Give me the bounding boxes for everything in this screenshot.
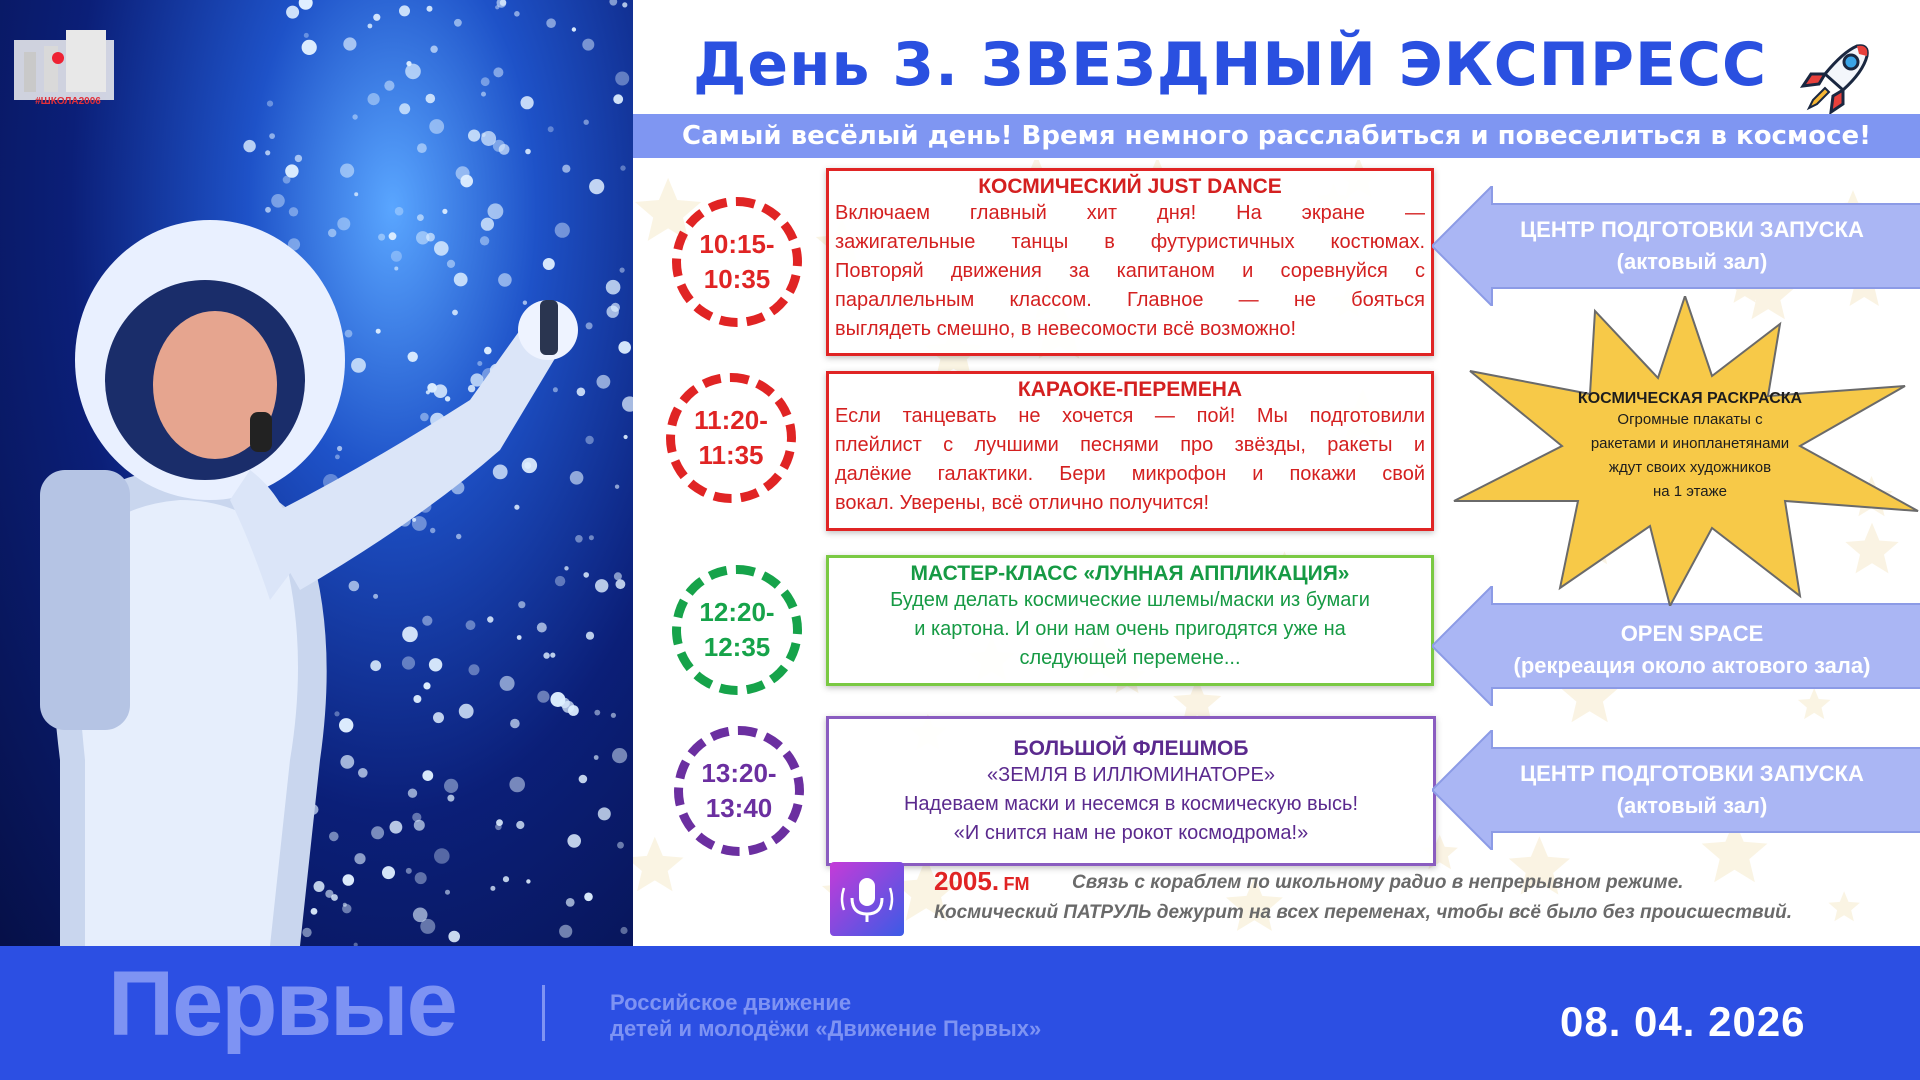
bokeh-dot xyxy=(618,341,631,354)
bokeh-dot xyxy=(454,273,468,287)
bokeh-dot xyxy=(589,179,604,194)
tagline-bar: Самый весёлый день! Время немного расслабиться и повеселиться в космосе! xyxy=(633,114,1920,158)
bokeh-dot xyxy=(620,927,627,934)
bokeh-dot xyxy=(368,93,380,105)
bokeh-dot xyxy=(399,103,410,114)
bokeh-dot xyxy=(447,260,455,268)
location-label-1 xyxy=(1472,214,1912,278)
coloring-text xyxy=(1555,390,1825,504)
bokeh-dot xyxy=(484,347,492,355)
bokeh-dot xyxy=(550,692,565,707)
bokeh-dot xyxy=(286,6,299,19)
bokeh-dot xyxy=(595,579,608,592)
bokeh-dot xyxy=(537,623,547,633)
event-card-flashmob xyxy=(826,716,1436,866)
podcast-mic-icon xyxy=(830,862,904,936)
coloring-line: ракетами и инопланетянами xyxy=(1590,435,1790,452)
bokeh-dot xyxy=(584,120,589,125)
bokeh-dot xyxy=(514,11,520,17)
bokeh-dot xyxy=(340,755,354,769)
page-title: День 3. ЗВЕЗДНЫЙ ЭКСПРЕСС xyxy=(692,30,1768,100)
bokeh-dot xyxy=(335,455,340,460)
bokeh-dot xyxy=(442,209,447,214)
bokeh-dot xyxy=(466,620,476,630)
bokeh-dot xyxy=(522,458,537,473)
bokeh-dot xyxy=(373,594,378,599)
time-start: 10:15- xyxy=(699,228,775,259)
organization-name xyxy=(610,990,1041,1043)
radio-station xyxy=(934,866,1030,897)
event-text-line: выглядеть смешно, в невесомости всё возможно! xyxy=(835,318,1297,340)
bokeh-dot xyxy=(406,868,412,874)
bokeh-dot xyxy=(589,535,594,540)
radio-frequency: 2005. xyxy=(934,866,1000,896)
bokeh-dot xyxy=(572,27,576,31)
bokeh-dot xyxy=(579,775,588,784)
time-badge-4 xyxy=(674,726,804,856)
bokeh-dot xyxy=(267,101,273,107)
background-star xyxy=(633,837,684,891)
bokeh-dot xyxy=(611,713,616,718)
bokeh-dot xyxy=(575,535,583,543)
bokeh-dot xyxy=(354,192,358,196)
bokeh-dot xyxy=(606,280,621,295)
bokeh-dot xyxy=(337,217,350,230)
bokeh-dot xyxy=(378,234,385,241)
bokeh-dot xyxy=(339,718,353,732)
bokeh-dot xyxy=(615,72,629,86)
time-end: 11:35 xyxy=(698,440,764,470)
school-logo xyxy=(14,30,114,100)
bokeh-dot xyxy=(342,904,351,913)
event-text-line: и картона. И они нам очень пригодятся уже на xyxy=(914,618,1346,640)
bokeh-dot xyxy=(468,385,475,392)
bokeh-dot xyxy=(460,175,473,188)
bokeh-dot xyxy=(616,579,626,589)
bokeh-dot xyxy=(395,207,404,216)
event-card-just-dance xyxy=(826,168,1434,356)
bokeh-dot xyxy=(613,94,623,104)
time-badge-1 xyxy=(672,197,802,327)
bokeh-dot xyxy=(384,81,394,91)
event-title: БОЛЬШОЙ ФЛЕШМОБ xyxy=(1013,737,1249,760)
bokeh-dot xyxy=(493,67,503,77)
bokeh-dot xyxy=(289,207,298,216)
bokeh-dot xyxy=(271,194,285,208)
bokeh-dot xyxy=(311,908,318,915)
bokeh-dot xyxy=(399,5,410,16)
bokeh-dot xyxy=(620,165,625,170)
bokeh-dot xyxy=(577,388,586,397)
location-name: ЦЕНТР ПОДГОТОВКИ ЗАПУСКА xyxy=(1520,217,1864,242)
coloring-line: на 1 этаже xyxy=(1652,483,1728,500)
bokeh-dot xyxy=(624,435,628,439)
bokeh-dot xyxy=(406,61,411,66)
bokeh-dot xyxy=(345,330,353,338)
bokeh-dot xyxy=(325,890,333,898)
bokeh-dot xyxy=(509,777,525,793)
event-text-line: «ЗЕМЛЯ В ИЛЛЮМИНАТОРЕ» xyxy=(987,764,1275,786)
bokeh-dot xyxy=(526,879,530,883)
bokeh-dot xyxy=(415,872,427,884)
bokeh-dot xyxy=(370,660,381,671)
time-end: 12:35 xyxy=(703,632,771,662)
bokeh-dot xyxy=(516,821,524,829)
radio-fm: FM xyxy=(1003,874,1030,894)
org-line: детей и молодёжи «Движение Первых» xyxy=(610,1016,1042,1042)
bokeh-dot xyxy=(521,96,534,109)
event-text-line: «И снится нам не рокот космодрома!» xyxy=(953,822,1309,844)
bokeh-dot xyxy=(285,164,298,177)
bokeh-dot xyxy=(490,886,495,891)
bokeh-dot xyxy=(514,505,519,510)
bokeh-dot xyxy=(481,77,490,86)
bokeh-dot xyxy=(417,214,424,221)
bokeh-dot xyxy=(417,143,427,153)
bokeh-dot xyxy=(389,232,397,240)
bokeh-dot xyxy=(597,375,611,389)
bokeh-dot xyxy=(510,719,520,729)
event-text-line: параллельным классом. Главное — не бояться xyxy=(835,289,1425,311)
bokeh-dot xyxy=(265,207,271,213)
coloring-line: ждут своих художников xyxy=(1608,459,1772,476)
bokeh-dot xyxy=(376,329,381,334)
bokeh-dot xyxy=(548,126,554,132)
bokeh-dot xyxy=(314,881,325,892)
bokeh-dot xyxy=(433,712,444,723)
radio-line-2: Космический ПАТРУЛЬ дежурит на всех переменах, чтобы всё было без происшествий. xyxy=(934,902,1793,923)
bokeh-dot xyxy=(481,218,494,231)
bokeh-dot xyxy=(426,94,436,104)
event-text-line: плейлист с лучшими песнями про звёзды, ракеты и xyxy=(835,434,1425,456)
bokeh-dot xyxy=(495,824,502,831)
location-room: (рекреация около актового зала) xyxy=(1513,652,1871,678)
bokeh-dot xyxy=(622,396,633,411)
bokeh-dot xyxy=(525,149,531,155)
bokeh-dot xyxy=(444,779,458,793)
bokeh-dot xyxy=(295,155,302,162)
bokeh-dot xyxy=(269,133,275,139)
bokeh-dot xyxy=(562,165,570,173)
bokeh-dot xyxy=(243,140,255,152)
bokeh-dot xyxy=(622,2,627,7)
time-start: 12:20- xyxy=(699,596,775,627)
bokeh-dot xyxy=(412,813,421,822)
bokeh-dot xyxy=(402,627,418,643)
bokeh-dot xyxy=(412,518,416,522)
bokeh-dot xyxy=(343,874,355,886)
bokeh-dot xyxy=(302,40,317,55)
bokeh-dot xyxy=(609,0,617,6)
bokeh-dot xyxy=(612,748,627,763)
bokeh-dot xyxy=(394,267,398,271)
footer-divider xyxy=(542,985,545,1041)
bokeh-dot xyxy=(299,0,313,10)
bokeh-dot xyxy=(434,848,450,864)
bokeh-dot xyxy=(481,133,485,137)
bokeh-dot xyxy=(452,310,458,316)
bokeh-dot xyxy=(337,446,342,451)
event-text-line: Включаем главный хит дня! На экране — xyxy=(835,202,1425,224)
bokeh-dot xyxy=(553,387,558,392)
bokeh-dot xyxy=(420,413,429,422)
bokeh-dot xyxy=(391,251,402,262)
bokeh-dot xyxy=(445,890,450,895)
event-text-line: вокал. Уверены, всё отлично получится! xyxy=(835,492,1210,514)
location-room: (актовый зал) xyxy=(1616,248,1768,274)
bokeh-dot xyxy=(302,928,311,937)
bokeh-dot xyxy=(570,471,584,485)
bokeh-dot xyxy=(405,64,421,80)
bokeh-dot xyxy=(498,273,512,287)
bokeh-dot xyxy=(422,616,432,626)
bokeh-dot xyxy=(583,572,589,578)
bokeh-dot xyxy=(423,682,430,689)
event-date: 08. 04. 2026 xyxy=(1560,998,1806,1045)
bokeh-dot xyxy=(546,18,556,28)
bokeh-dot xyxy=(487,616,493,622)
event-text-line: Повторяй движения за капитаном и соревнуйся с xyxy=(835,260,1425,282)
event-text-line: далёкие галактики. Бери микрофон и покажи свой xyxy=(835,463,1425,485)
rocket-icon xyxy=(1795,38,1875,118)
bokeh-dot xyxy=(422,770,433,781)
bokeh-dot xyxy=(500,676,515,691)
astronaut-photo xyxy=(0,0,633,946)
bokeh-dot xyxy=(477,361,482,366)
event-text-line: зажигательные танцы в футуристичных костюмах. xyxy=(835,231,1425,253)
event-title: КОСМИЧЕСКИЙ JUST DANCE xyxy=(978,175,1282,198)
bokeh-dot xyxy=(416,231,429,244)
bokeh-dot xyxy=(582,39,594,51)
bokeh-dot xyxy=(429,658,442,671)
bokeh-dot xyxy=(408,789,417,798)
logo-text: #ШКОЛА2006 xyxy=(35,96,101,107)
bokeh-dot xyxy=(420,919,435,934)
time-end: 10:35 xyxy=(703,264,771,294)
org-line: Российское движение xyxy=(610,990,852,1015)
bokeh-dot xyxy=(402,656,415,669)
time-start: 11:20- xyxy=(694,404,768,435)
bokeh-dot xyxy=(304,33,309,38)
bokeh-dot xyxy=(329,832,339,842)
bokeh-dot xyxy=(456,534,461,539)
bokeh-dot xyxy=(586,322,593,329)
bokeh-dot xyxy=(408,352,418,362)
bokeh-dot xyxy=(343,37,356,50)
location-label-3 xyxy=(1472,758,1912,822)
location-label-2 xyxy=(1472,618,1912,682)
bokeh-dot xyxy=(413,695,421,703)
bokeh-dot xyxy=(614,572,622,580)
bokeh-dot xyxy=(445,396,450,401)
location-name: ЦЕНТР ПОДГОТОВКИ ЗАПУСКА xyxy=(1520,761,1864,786)
bokeh-dot xyxy=(564,566,568,570)
location-room: (актовый зал) xyxy=(1616,792,1768,818)
bokeh-dot xyxy=(469,664,480,675)
bokeh-dot xyxy=(349,581,360,592)
bokeh-dot xyxy=(523,301,527,305)
bokeh-dot xyxy=(503,876,509,882)
bokeh-dot xyxy=(585,436,593,444)
bokeh-dot xyxy=(481,92,486,97)
event-card-karaoke xyxy=(826,371,1434,531)
bokeh-dot xyxy=(265,150,270,155)
background-star xyxy=(1828,891,1860,921)
bokeh-dot xyxy=(390,821,403,834)
time-badge-3 xyxy=(672,565,802,695)
event-title: КАРАОКЕ-ПЕРЕМЕНА xyxy=(1017,378,1243,401)
bokeh-dot xyxy=(371,826,384,839)
bokeh-dot xyxy=(559,925,572,938)
bokeh-dot xyxy=(584,893,593,902)
astronaut-figure xyxy=(40,220,578,946)
location-name: OPEN SPACE xyxy=(1620,621,1764,646)
bokeh-dot xyxy=(555,223,570,238)
event-title: МАСТЕР-КЛАСС «ЛУННАЯ АППЛИКАЦИЯ» xyxy=(910,562,1350,585)
bokeh-dot xyxy=(340,164,354,178)
bokeh-dot xyxy=(543,258,555,270)
bokeh-dot xyxy=(430,46,437,53)
event-text-line: Будем делать космические шлемы/маски из бумаги xyxy=(890,589,1370,611)
bokeh-dot xyxy=(427,6,433,12)
bokeh-dot xyxy=(480,236,489,245)
bokeh-dot xyxy=(615,485,619,489)
bokeh-dot xyxy=(517,635,522,640)
bokeh-dot xyxy=(434,241,449,256)
bokeh-dot xyxy=(555,576,565,586)
time-start: 13:20- xyxy=(701,757,777,788)
bokeh-dot xyxy=(454,19,462,27)
bokeh-dot xyxy=(351,358,366,373)
event-card-lunar-applique xyxy=(826,555,1434,686)
bokeh-dot xyxy=(447,795,454,802)
time-badge-2 xyxy=(666,373,796,503)
radio-line-1: Связь с кораблем по школьному радио в непрерывном режиме. xyxy=(1072,872,1684,893)
event-text-line: следующей перемене... xyxy=(1019,647,1241,669)
bokeh-dot xyxy=(373,14,380,21)
time-end: 13:40 xyxy=(705,793,773,823)
bokeh-dot xyxy=(493,465,508,480)
bokeh-dot xyxy=(620,268,625,273)
bokeh-dot xyxy=(382,866,395,879)
bokeh-dot xyxy=(352,114,357,119)
coloring-line: Огромные плакаты с xyxy=(1617,411,1763,428)
bokeh-dot xyxy=(430,528,435,533)
bokeh-dot xyxy=(334,711,339,716)
bokeh-dot xyxy=(537,691,549,703)
bokeh-dot xyxy=(617,842,624,849)
bokeh-dot xyxy=(518,601,525,608)
bokeh-dot xyxy=(550,653,555,658)
bokeh-dot xyxy=(488,203,504,219)
bokeh-dot xyxy=(468,130,480,142)
bokeh-dot xyxy=(368,24,373,29)
event-text-line: Если танцевать не хочется — пой! Мы подготовили xyxy=(835,405,1425,427)
bokeh-dot xyxy=(598,807,611,820)
coloring-title: КОСМИЧЕСКАЯ РАСКРАСКА xyxy=(1577,390,1803,407)
bokeh-dot xyxy=(354,853,365,864)
bokeh-dot xyxy=(594,755,599,760)
bokeh-dot xyxy=(448,931,460,943)
bokeh-dot xyxy=(427,383,437,393)
bokeh-dot xyxy=(594,710,600,716)
bokeh-dot xyxy=(543,652,549,658)
bokeh-dot xyxy=(328,229,336,237)
bokeh-dot xyxy=(607,306,619,318)
bokeh-dot xyxy=(429,119,444,134)
bokeh-dot xyxy=(358,768,368,778)
event-text-line: Надеваем маски и несемся в космическую высь! xyxy=(903,793,1359,815)
bokeh-dot xyxy=(566,898,575,907)
bokeh-dot xyxy=(586,632,594,640)
bokeh-dot xyxy=(459,704,474,719)
brand-logo-text: Первые xyxy=(108,953,456,1055)
bokeh-dot xyxy=(567,834,581,848)
